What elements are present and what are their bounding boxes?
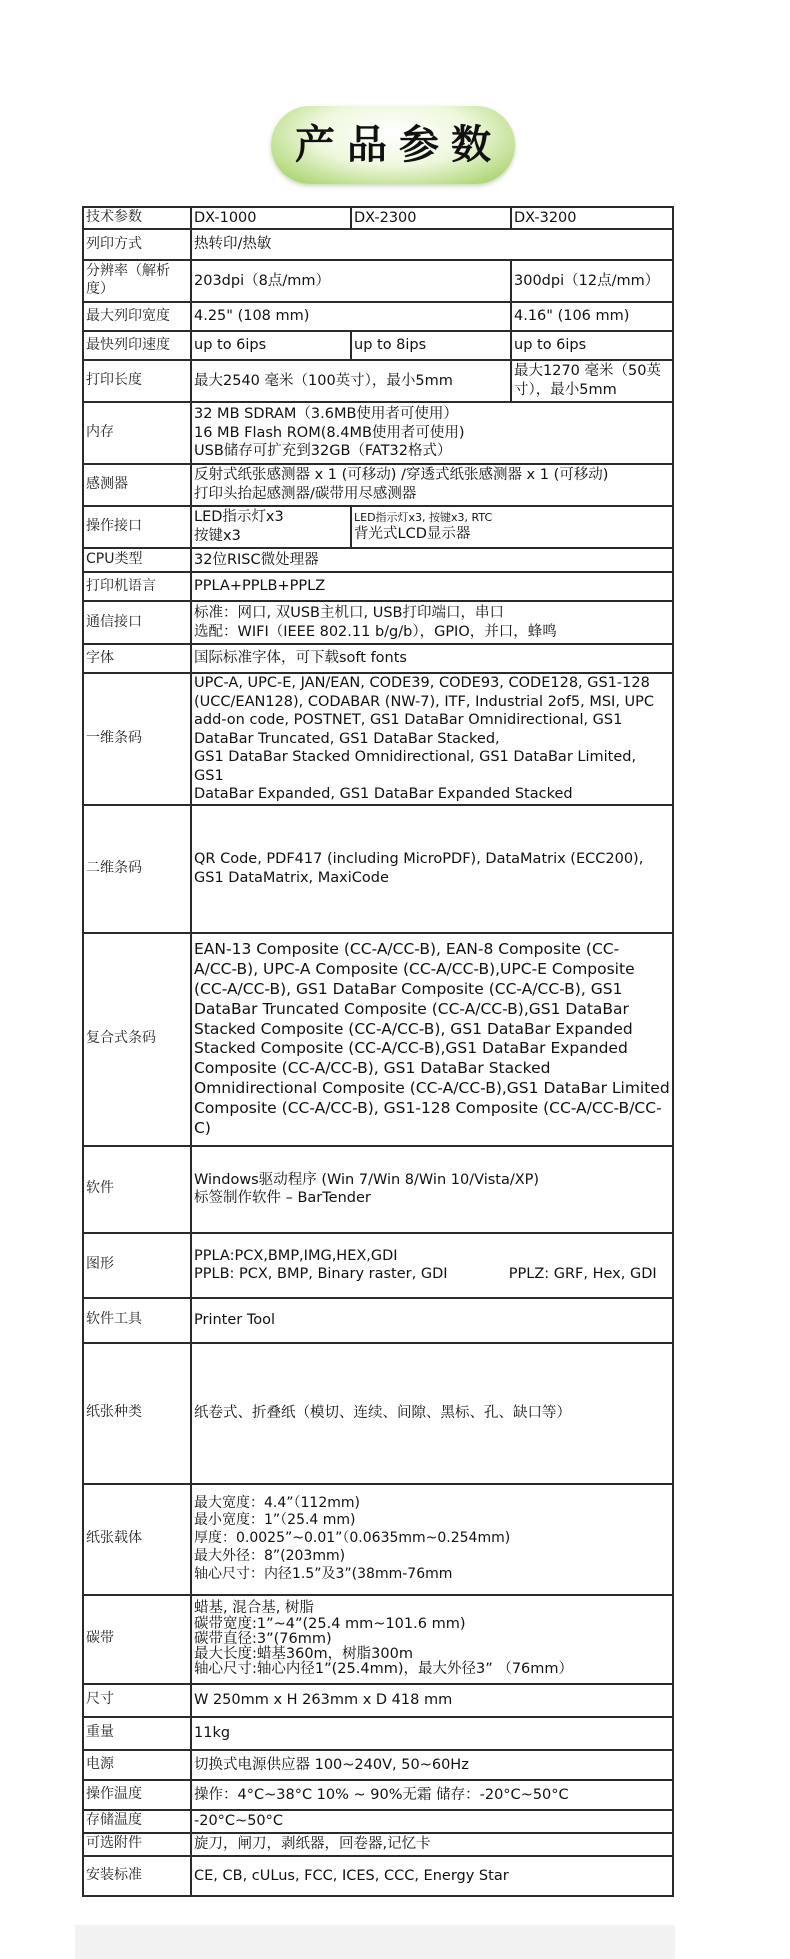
memory-line: 16 MB Flash ROM(8.4MB使用者可使用) [194,424,465,441]
table-row [83,331,673,360]
row-value [191,506,351,548]
composite-line: C) [194,1118,211,1137]
model-cell: DX-1000 [191,207,351,229]
row-value [191,601,673,644]
row-value: 32位RISC微处理器 [191,548,673,572]
row-label: 二维条码 [83,805,191,933]
row-label: 存储温度 [83,1810,191,1833]
composite-line: Stacked Composite (CC-A/CC-B), GS1 DataBar Expanded [194,1019,633,1038]
ribbon-line: 蜡基, 混合基, 树脂 [194,1600,314,1617]
row-value: 4.16" (106 mm) [511,302,673,331]
row-value: -20°C~50°C [191,1810,673,1833]
barcode-2d-line: QR Code, PDF417 (including MicroPDF), DataMatrix (ECC200), [194,851,644,868]
comm-line: 选配：WIFI（IEEE 802.11 b/g/b），GPIO，并口，蜂鸣 [194,623,557,640]
interface-line: LED指示灯x3 [194,509,284,526]
table-row [83,1233,673,1298]
row-label: 分辨率（解析度） [83,260,191,302]
table-row [83,360,673,402]
graphics-pplb: PPLB: PCX, BMP, Binary raster, GDI [194,1266,448,1283]
table-row [83,402,673,464]
composite-line: Composite (CC-A/CC-B), GS1 DataBar Stacked [194,1059,551,1078]
row-label: 一维条码 [83,673,191,805]
table-row [83,601,673,644]
row-value: 旋刀，闸刀，剥纸器，回卷器,记忆卡 [191,1833,673,1856]
ribbon-line: 碳带宽度:1”~4”(25.4 mm~101.6 mm) [194,1615,466,1632]
row-label: 最快列印速度 [83,331,191,360]
row-value: 纸卷式、折叠纸（模切、连续、间隙、黑标、孔、缺口等） [191,1343,673,1484]
row-label: 操作接口 [83,506,191,548]
table-row [83,1717,673,1750]
row-label: CPU类型 [83,548,191,572]
graphics-line: PPLA:PCX,BMP,IMG,HEX,GDI [194,1247,398,1264]
media-load-line: 轴心尺寸：内径1.5”及3”(38mm-76mm [194,1566,453,1583]
title-badge [271,106,515,184]
row-value: PPLA+PPLB+PPLZ [191,572,673,601]
row-value [351,506,673,548]
row-value: up to 6ips [511,331,673,360]
row-value: W 250mm x H 263mm x D 418 mm [191,1684,673,1717]
row-label: 可选附件 [83,1833,191,1856]
composite-line: DataBar Truncated Composite (CC-A/CC-B),GS1 DataBar [194,999,629,1018]
table-row [83,1146,673,1233]
row-label: 尺寸 [83,1684,191,1717]
table-row [83,572,673,601]
row-label: 软件工具 [83,1298,191,1343]
row-value [191,402,673,464]
memory-line: 32 MB SDRAM（3.6MB使用者可使用） [194,406,458,423]
row-label: 内存 [83,402,191,464]
interface-line: 按键x3 [194,528,241,544]
table-row [83,506,673,548]
row-label: 安装标准 [83,1856,191,1896]
row-label: 复合式条码 [83,933,191,1146]
table-row [83,1298,673,1343]
row-value [191,805,673,933]
table-row [83,1484,673,1595]
barcode-1d-line: add-on code, POSTNET, GS1 DataBar Omnidirectional, GS1 [194,712,623,729]
model-cell: DX-3200 [511,207,673,229]
row-value: 4.25" (108 mm) [191,302,511,331]
row-label: 操作温度 [83,1780,191,1810]
row-value: 300dpi（12点/mm） [511,260,673,302]
table-row [83,1343,673,1484]
barcode-1d-line: DataBar Expanded, GS1 DataBar Expanded Stacked [194,786,573,803]
composite-line: Stacked Composite (CC-A/CC-B),GS1 DataBar Expanded [194,1039,628,1058]
spec-table [82,206,674,1897]
row-value: 热转印/热敏 [191,229,673,260]
interface-line: 背光式LCD显示器 [354,525,471,542]
row-label: 打印长度 [83,360,191,402]
graphics-line [194,1265,670,1284]
table-row [83,1780,673,1810]
footer-strip [75,1925,675,1959]
row-label: 列印方式 [83,229,191,260]
row-value [191,1146,673,1233]
page-title: 产品参数 [295,122,503,168]
row-label: 重量 [83,1717,191,1750]
row-label: 技术参数 [83,207,191,229]
ribbon-line: 最大长度:蜡基360m，树脂300m [194,1645,413,1662]
row-value: up to 8ips [351,331,511,360]
row-value: 最大1270 毫米（50英寸），最小5mm [511,360,673,402]
table-row [83,1684,673,1717]
ribbon-line: 碳带直径:3”(76mm) [194,1630,332,1647]
barcode-1d-line: DataBar Truncated, GS1 DataBar Stacked, [194,730,500,747]
table-row [83,207,673,229]
table-row [83,548,673,572]
row-label: 纸张种类 [83,1343,191,1484]
row-label: 最大列印宽度 [83,302,191,331]
row-label: 打印机语言 [83,572,191,601]
row-label: 碳带 [83,1595,191,1684]
table-row [83,933,673,1146]
composite-line: A/CC-B), UPC-A Composite (CC-A/CC-B),UPC-E Composite [194,960,635,979]
graphics-pplz: PPLZ: GRF, Hex, GDI [508,1266,657,1283]
table-row [83,229,673,260]
row-label: 图形 [83,1233,191,1298]
barcode-2d-line: GS1 DataMatrix, MaxiCode [194,869,389,886]
table-row [83,805,673,933]
row-label: 字体 [83,644,191,673]
row-value [191,1484,673,1595]
row-label: 软件 [83,1146,191,1233]
table-row [83,1750,673,1780]
row-value: 203dpi（8点/mm） [191,260,511,302]
row-label: 电源 [83,1750,191,1780]
barcode-1d-line: GS1 DataBar Stacked Omnidirectional, GS1 DataBar Limited, GS1 [194,749,637,784]
row-value: CE, CB, cULus, FCC, ICES, CCC, Energy Star [191,1856,673,1896]
media-load-line: 最大宽度：4.4”（112mm) [194,1494,360,1511]
media-load-line: 厚度：0.0025”~0.01”（0.0635mm~0.254mm) [194,1530,511,1547]
model-cell: DX-2300 [351,207,511,229]
table-row [83,1833,673,1856]
table-row [83,1856,673,1896]
row-value: 国际标准字体，可下载soft fonts [191,644,673,673]
table-row [83,673,673,805]
row-value: 11kg [191,1717,673,1750]
composite-line: Omnidirectional Composite (CC-A/CC-B),GS1 DataBar Limited [194,1078,670,1097]
media-load-line: 最大外径：8”(203mm) [194,1548,346,1565]
row-label: 通信接口 [83,601,191,644]
composite-line: EAN-13 Composite (CC-A/CC-B), EAN-8 Composite (CC- [194,940,620,959]
comm-line: 标准：网口, 双USB主机口, USB打印端口，串口 [194,604,504,621]
table-row [83,1595,673,1684]
composite-line: Composite (CC-A/CC-B), GS1-128 Composite (CC-A/CC-B/CC- [194,1098,662,1117]
interface-line: LED指示灯x3, 按键x3, RTC [354,510,493,524]
software-line: 标签制作软件 – BarTender [194,1190,371,1207]
row-label: 纸张载体 [83,1484,191,1595]
table-row [83,302,673,331]
sensor-line: 反射式纸张感测器 x 1 (可移动) /穿透式纸张感测器 x 1 (可移动) [194,467,609,484]
row-label: 感测器 [83,464,191,506]
ribbon-line: 轴心尺寸:轴心内径1”(25.4mm)，最大外径3” （76mm） [194,1661,574,1678]
sensor-line: 打印头抬起感测器/碳带用尽感测器 [194,486,417,502]
media-load-line: 最小宽度：1”（25.4 mm) [194,1512,356,1529]
software-line: Windows驱动程序 (Win 7/Win 8/Win 10/Vista/XP) [194,1171,540,1188]
row-value [191,464,673,506]
barcode-1d-line: (UCC/EAN128), CODABAR (NW-7), ITF, Industrial 2of5, MSI, UPC [194,693,655,710]
barcode-1d-line: UPC-A, UPC-E, JAN/EAN, CODE39, CODE93, CODE128, GS1-128 [194,675,650,691]
row-value: 切换式电源供应器 100~240V, 50~60Hz [191,1750,673,1780]
row-value [191,673,673,805]
table-row [83,644,673,673]
row-value [191,1233,673,1298]
row-value: 操作：4°C~38°C 10% ~ 90%无霜 储存：-20°C~50°C [191,1780,673,1810]
table-row [83,464,673,506]
row-value [191,1595,673,1684]
table-row [83,1810,673,1833]
row-value: up to 6ips [191,331,351,360]
row-value: 最大2540 毫米（100英寸），最小5mm [191,360,511,402]
row-value: Printer Tool [191,1298,673,1343]
row-value [191,933,673,1146]
memory-line: USB储存可扩充到32GB（FAT32格式） [194,443,452,460]
table-row [83,260,673,302]
composite-line: (CC-A/CC-B), GS1 DataBar Composite (CC-A/CC-B), GS1 [194,979,623,998]
